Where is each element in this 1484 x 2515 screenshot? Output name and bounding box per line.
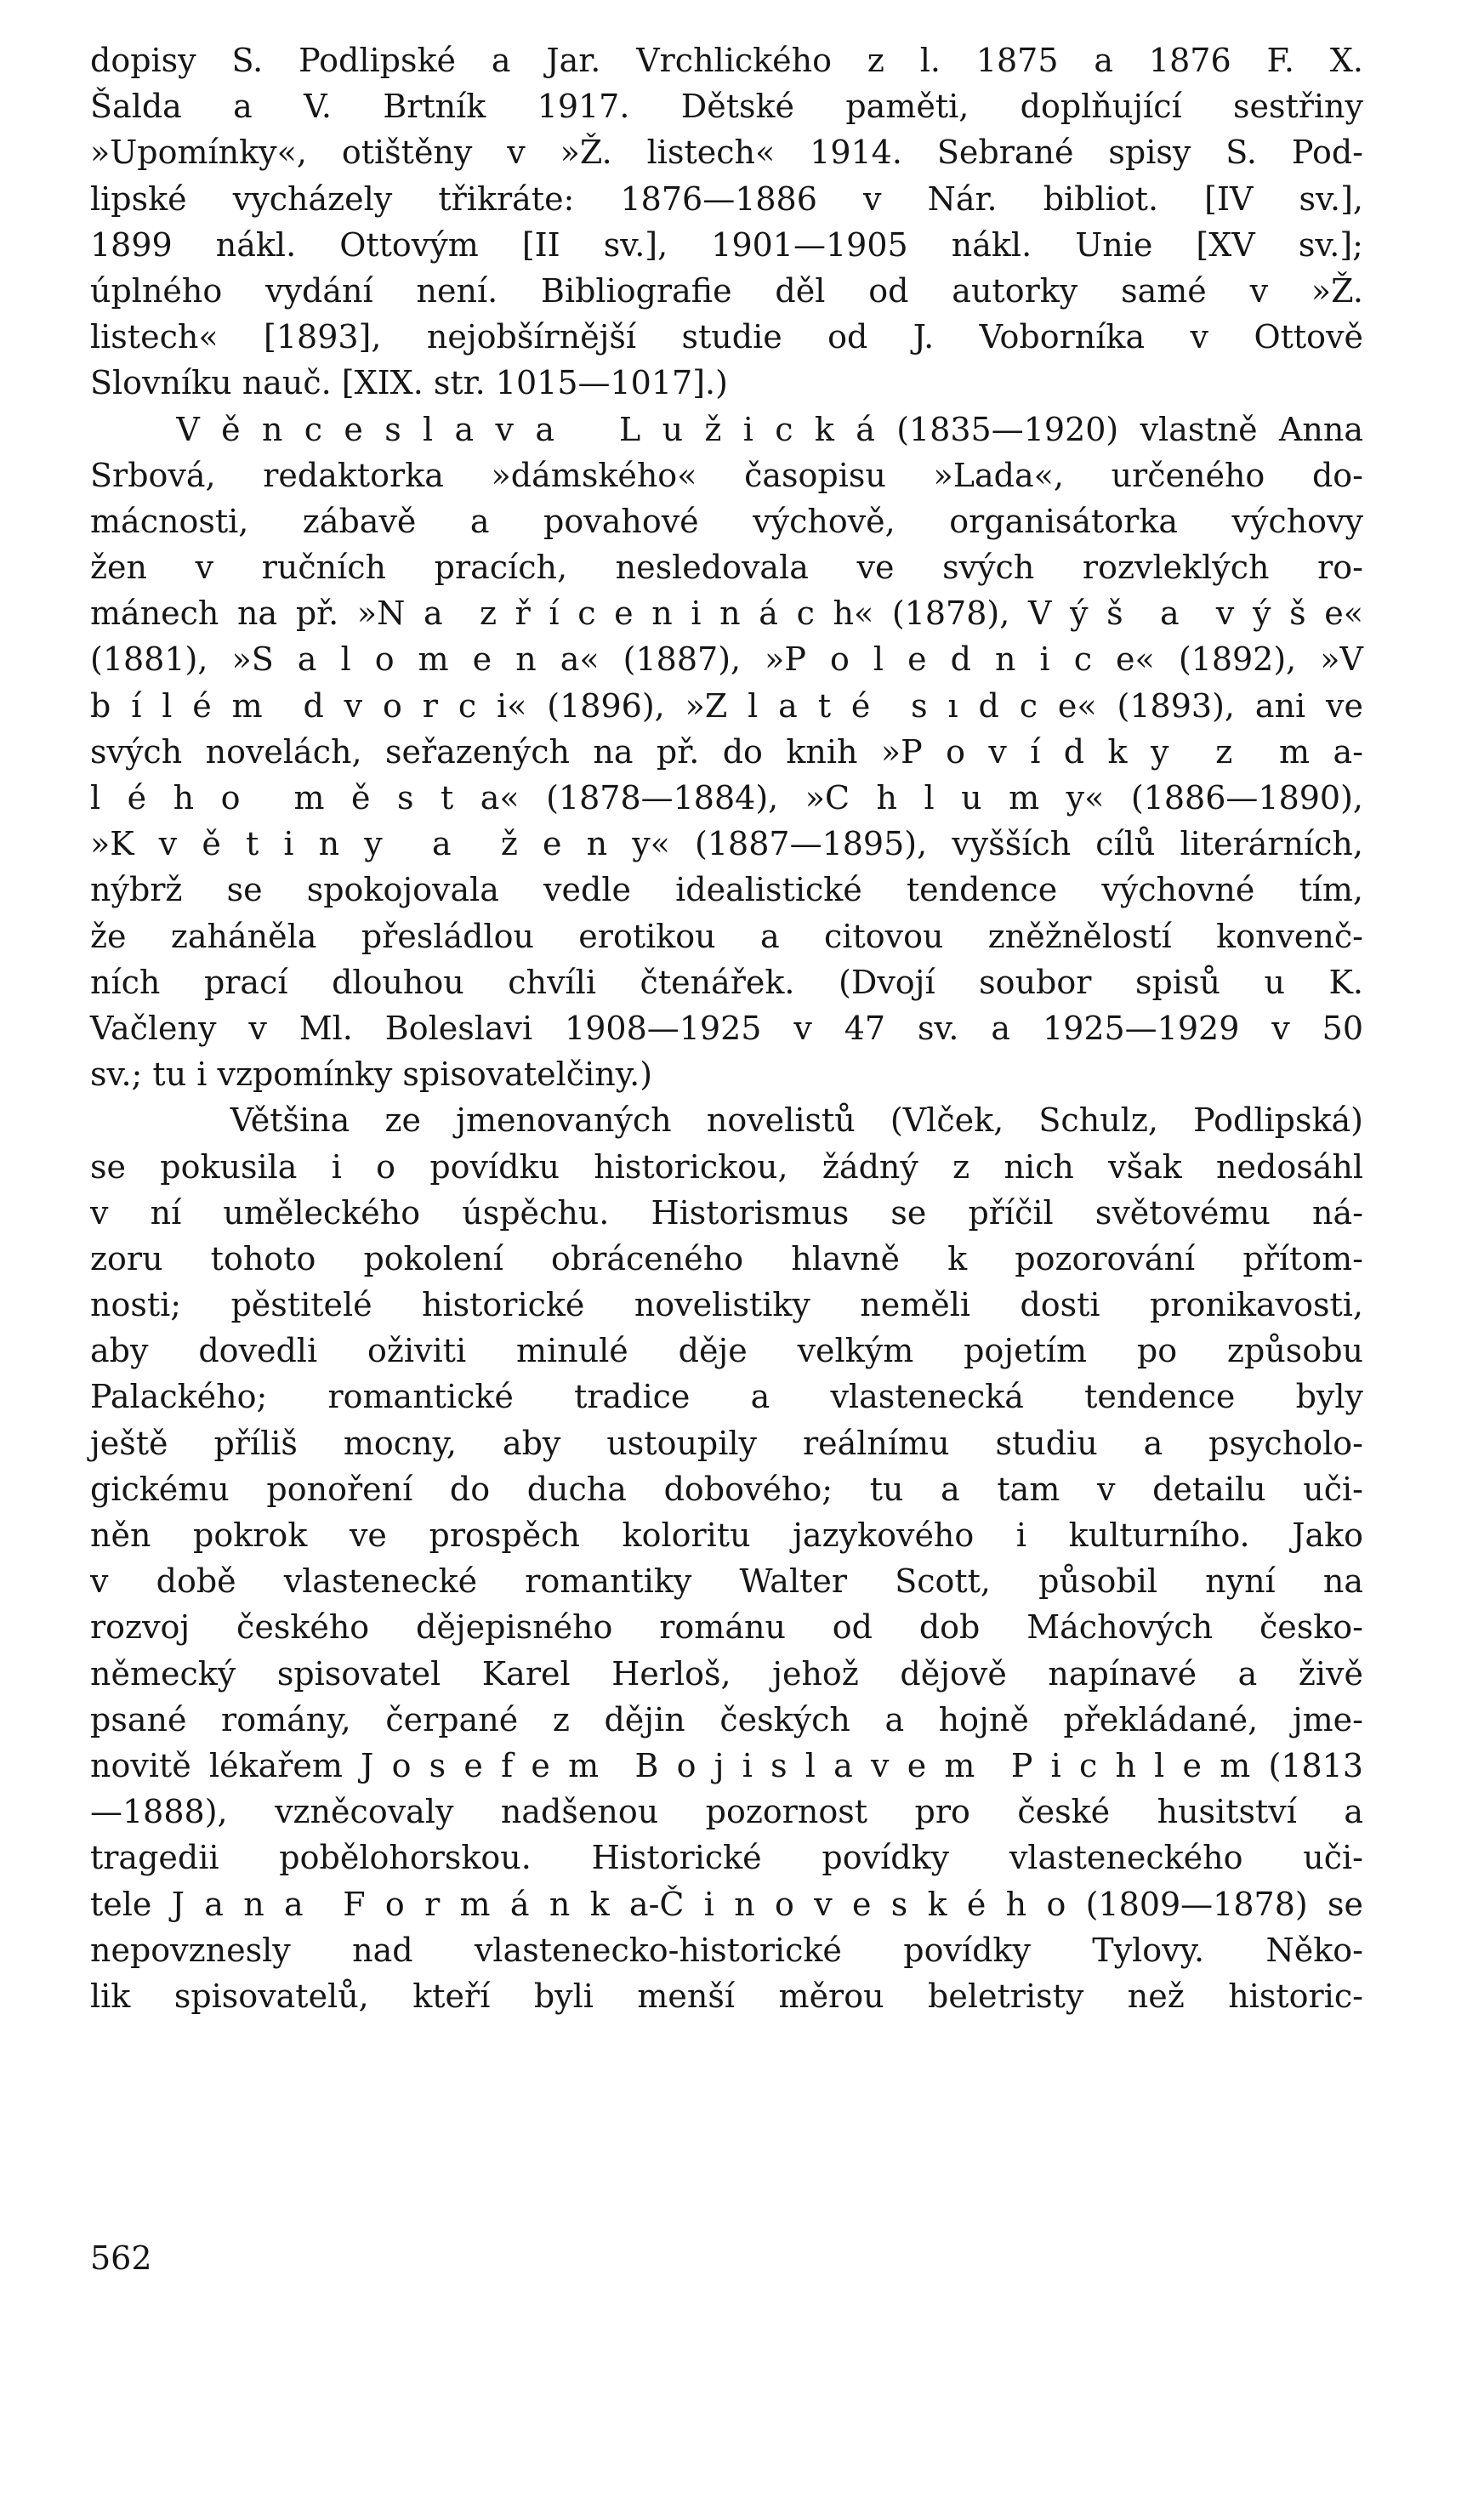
text-line: —1888), vzněcovaly nadšenou pozornost pro české husitství a — [90, 1793, 1363, 1831]
text-line: V ě n c e s l a v a L u ž i c k á (1835—1920) vlastně Anna — [90, 410, 1363, 448]
text-line: l é h o m ě s t a« (1878—1884), »C h l u m y« (1886—1890), — [90, 779, 1363, 817]
text-line: německý spisovatel Karel Herloš, jehož dějově napínavé a živě — [90, 1654, 1363, 1693]
text-line: Srbová, redaktorka »dámského« časopisu »Lada«, určeného do- — [90, 456, 1363, 494]
text-line: listech« [1893], nejobšírnější studie od J. Voborníka v Ottově — [90, 318, 1363, 356]
text-line: svých novelách, seřazených na př. do knih »P o v í d k y z m a- — [90, 732, 1363, 771]
text-line: nýbrž se spokojovala vedle idealistické tendence výchovné tím, — [90, 871, 1363, 909]
text-line: Vačleny v Ml. Boleslavi 1908—1925 v 47 sv. a 1925—1929 v 50 — [90, 1009, 1363, 1047]
text-line: Většina ze jmenovaných novelistů (Vlček, Schulz, Podlipská) — [90, 1101, 1363, 1140]
text-line: lipské vycházely třikráte: 1876—1886 v Nár. bibliot. [IV sv.], — [90, 179, 1363, 218]
text-line: 1899 nákl. Ottovým [II sv.], 1901—1905 nákl. Unie [XV sv.]; — [90, 225, 1363, 264]
text-line: mánech na př. »N a z ř í c e n i n á c h« (1878), V ý š a v ý š e« — [90, 595, 1363, 633]
text-line: ještě příliš mocny, aby ustoupily reálnímu studiu a psycholo- — [90, 1424, 1363, 1462]
body-text — [90, 37, 1363, 2019]
text-line: v ní uměleckého úspěchu. Historismus se příčil světovému ná- — [90, 1193, 1363, 1232]
text-line: rozvoj českého dějepisného románu od dob Máchových česko- — [90, 1608, 1363, 1647]
text-line: psané romány, čerpané z dějin českých a hojně překládané, jme- — [90, 1700, 1363, 1738]
text-line: úplného vydání není. Bibliografie děl od autorky samé v »Ž. — [90, 271, 1363, 310]
text-line: gickému ponoření do ducha dobového; tu a tam v detailu uči- — [90, 1470, 1363, 1508]
text-line: Šalda a V. Brtník 1917. Dětské paměti, doplňující sestřiny — [90, 88, 1363, 126]
text-line: aby dovedli oživiti minulé děje velkým pojetím po způsobu — [90, 1332, 1363, 1370]
text-line: ních prací dlouhou chvíli čtenářek. (Dvojí soubor spisů u K. — [90, 963, 1363, 1001]
text-line: nosti; pěstitelé historické novelistiky neměli dosti pronikavosti, — [90, 1286, 1363, 1324]
text-line: lik spisovatelů, kteří byli menší měrou beletristy než historic- — [90, 1977, 1363, 2015]
page-number: 562 — [90, 2239, 152, 2277]
text-line: se pokusila i o povídku historickou, žádný z nich však nedosáhl — [90, 1147, 1363, 1186]
text-line: »Upomínky«, otištěny v »Ž. listech« 1914. Sebrané spisy S. Pod- — [90, 134, 1363, 172]
text-line: žen v ručních pracích, nesledovala ve svých rozvleklých ro- — [90, 549, 1363, 587]
text-line: Slovníku nauč. [XIX. str. 1015—1017].) — [90, 364, 728, 402]
text-line: »K v ě t i n y a ž e n y« (1887—1895), vyšších cílů literárních, — [90, 825, 1363, 863]
text-line: zoru tohoto pokolení obráceného hlavně k pozorování přítom- — [90, 1239, 1363, 1277]
text-line: sv.; tu i vzpomínky spisovatelčiny.) — [90, 1056, 653, 1094]
text-line: že zaháněla přesládlou erotikou a citovou zněžnělostí konvenč- — [90, 917, 1363, 955]
text-line: tele J a n a F o r m á n k a-Č i n o v e s k é h o (1809—1878) se — [90, 1885, 1363, 1923]
text-line: (1881), »S a l o m e n a« (1887), »P o l e d n i c e« (1892), »V — [90, 640, 1363, 679]
text-line: novitě lékařem J o s e f e m B o j i s l a v e m P i c h l e m (1813 — [90, 1746, 1363, 1784]
text-line: něn pokrok ve prospěch koloritu jazykového i kulturního. Jako — [90, 1516, 1363, 1554]
text-line: Palackého; romantické tradice a vlastenecká tendence byly — [90, 1378, 1363, 1416]
text-line: mácnosti, zábavě a povahové výchově, organisátorka výchovy — [90, 502, 1363, 540]
text-line: dopisy S. Podlipské a Jar. Vrchlického z l. 1875 a 1876 F. X. — [90, 42, 1363, 79]
text-line: nepovznesly nad vlastenecko-historické povídky Tylovy. Něko- — [90, 1931, 1363, 1969]
text-line: v době vlastenecké romantiky Walter Scott, působil nyní na — [90, 1562, 1363, 1601]
text-line: b í l é m d v o r c i« (1896), »Z l a t é s ı d c e« (1893), ani ve — [90, 686, 1363, 725]
text-line: tragedii pobělohorskou. Historické povídky vlasteneckého uči- — [90, 1839, 1363, 1877]
